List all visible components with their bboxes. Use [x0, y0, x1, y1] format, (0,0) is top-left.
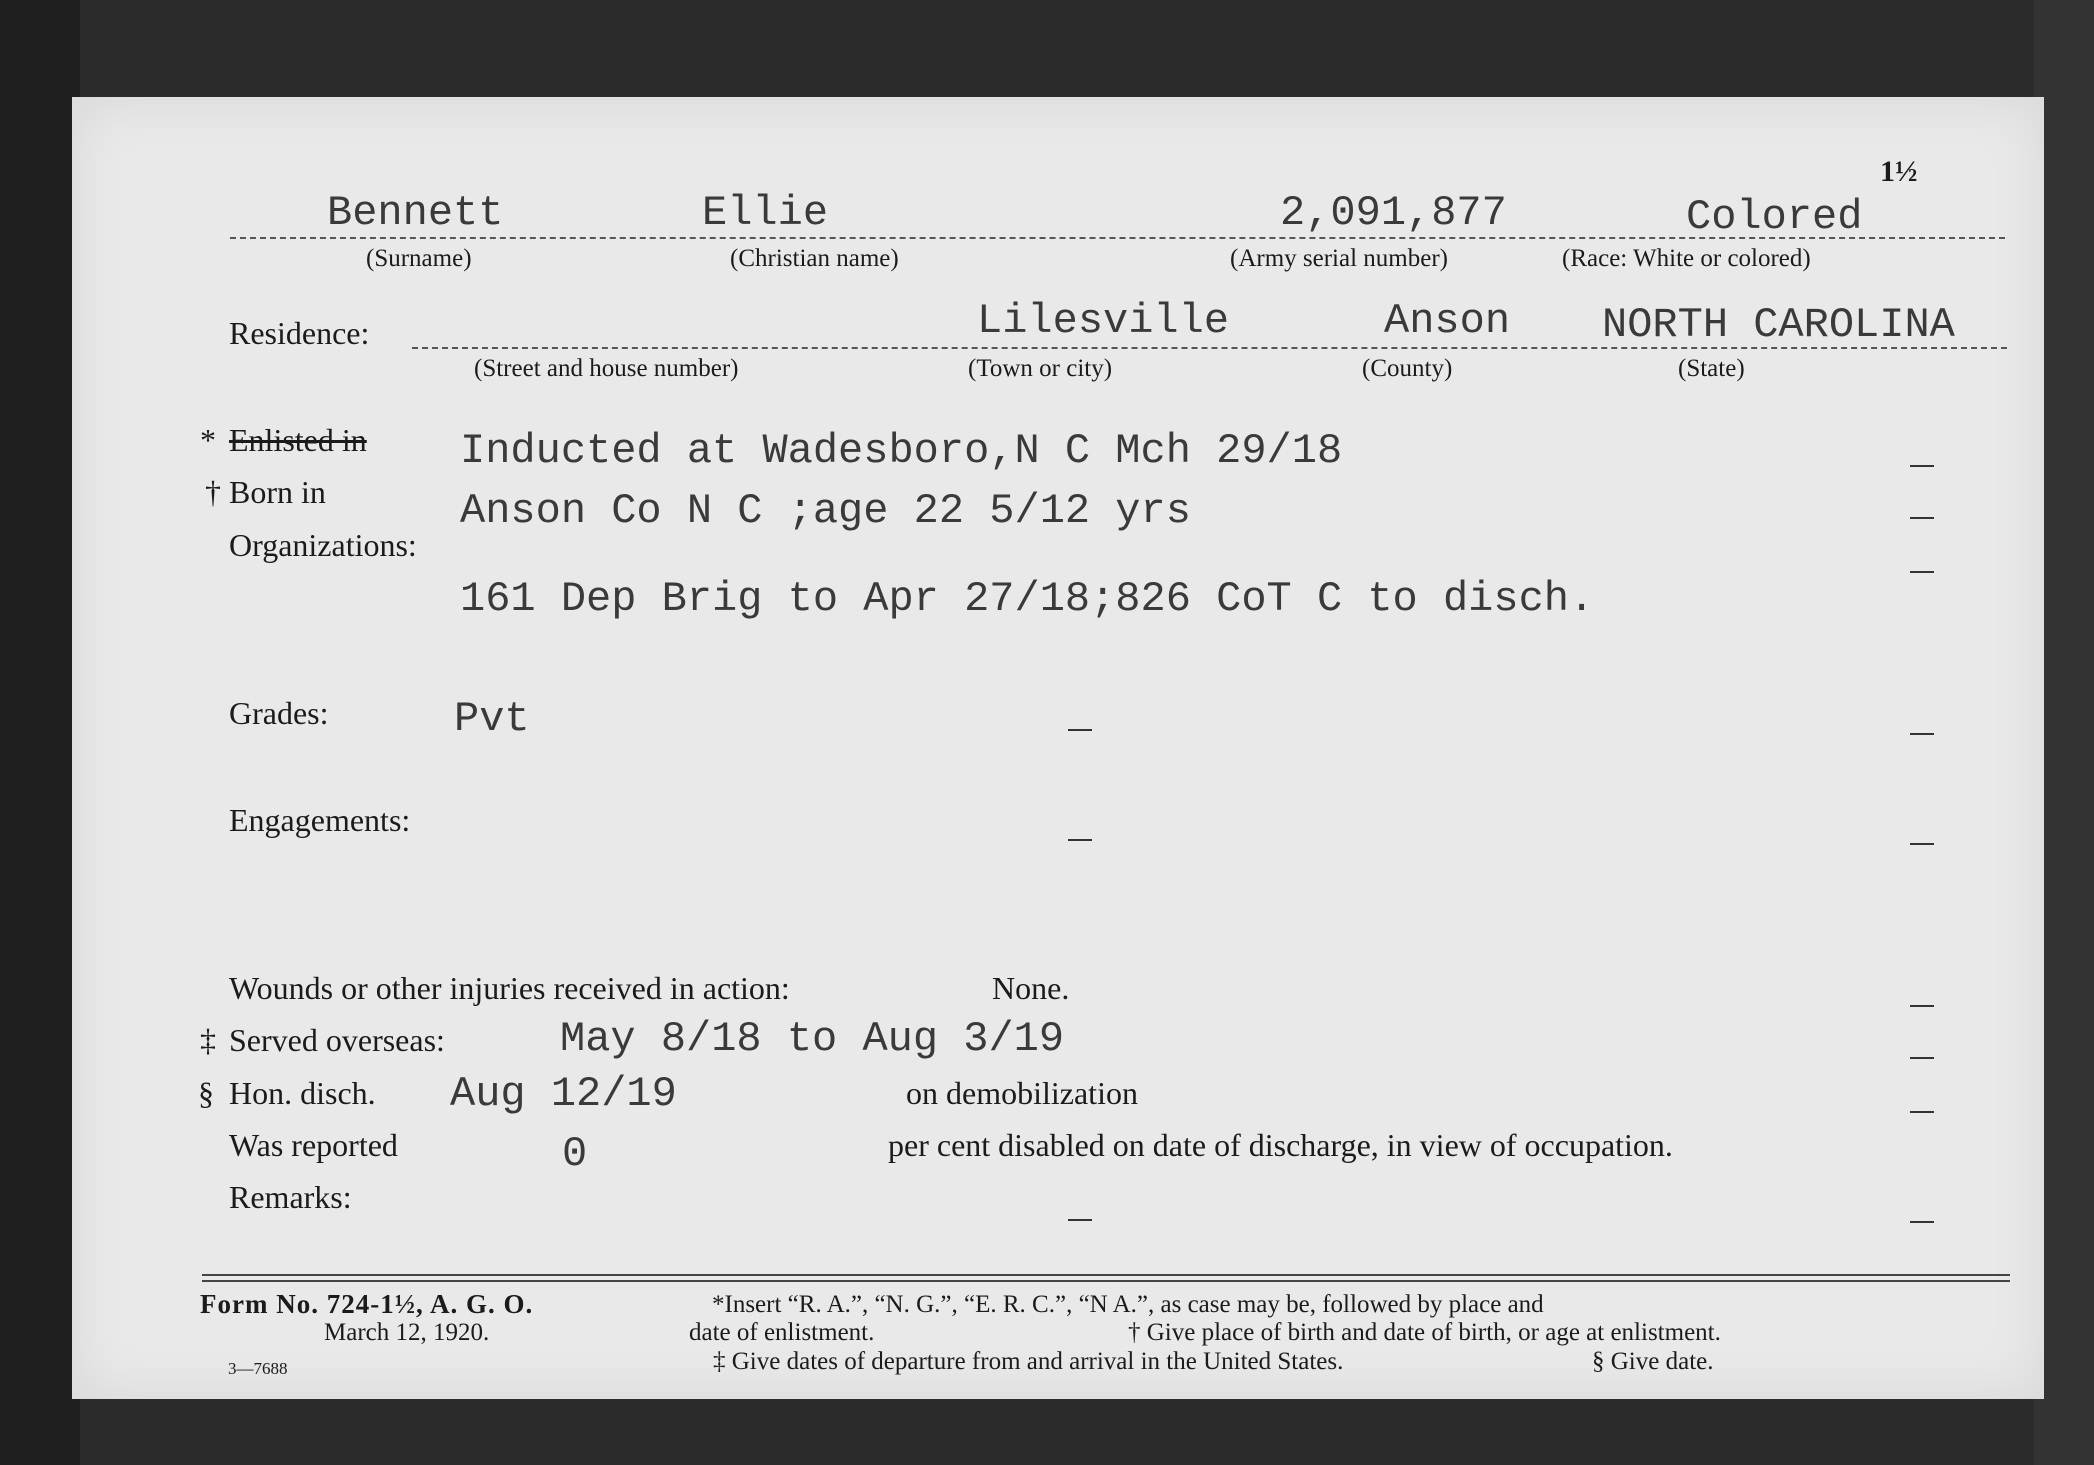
remarks-label: Remarks: — [229, 1179, 352, 1215]
middle-tick — [1068, 839, 1092, 841]
born-value: Anson Co N C ;age 22 5/12 yrs — [460, 487, 1191, 535]
header-underline — [230, 237, 2005, 239]
state-caption: (State) — [1678, 355, 1745, 382]
surname-caption: (Surname) — [366, 245, 472, 272]
christian-name-value: Ellie — [702, 189, 829, 237]
street-caption: (Street and house number) — [474, 355, 739, 382]
margin-tick — [1910, 571, 1934, 573]
service-record-card — [72, 97, 2044, 1399]
footnote-enlistment: *Insert “R. A.”, “N. G.”, “E. R. C.”, “N A.”, as case may be, followed by place and — [712, 1291, 1544, 1318]
town-caption: (Town or city) — [968, 355, 1113, 382]
overseas-label: Served overseas: — [229, 1022, 445, 1058]
residence-town: Lilesville — [977, 297, 1230, 345]
serial-number-value: 2,091,877 — [1280, 189, 1507, 237]
scan-border-left — [0, 0, 80, 1465]
margin-tick — [1910, 517, 1934, 519]
grades-value: Pvt — [454, 695, 530, 743]
grades-label: Grades: — [229, 695, 329, 731]
reported-value: 0 — [562, 1130, 588, 1178]
hon-disch-value: Aug 12/19 — [450, 1070, 677, 1118]
christian-name-caption: (Christian name) — [730, 245, 899, 272]
margin-tick — [1910, 1111, 1934, 1113]
margin-tick — [1910, 1057, 1934, 1059]
footer-rule-top — [202, 1274, 2010, 1276]
residence-state: NORTH CAROLINA — [1602, 301, 1955, 349]
organizations-label: Organizations: — [229, 527, 417, 563]
reported-label: Was reported — [229, 1127, 398, 1163]
margin-tick — [1910, 465, 1934, 467]
middle-tick — [1068, 729, 1092, 731]
margin-tick — [1910, 843, 1934, 845]
enlisted-label: Enlisted in — [229, 422, 367, 458]
margin-tick — [1910, 1005, 1934, 1007]
footnote-discharge: § Give date. — [1592, 1348, 1714, 1375]
margin-tick — [1910, 1221, 1934, 1223]
form-code: 3—7688 — [228, 1359, 288, 1378]
residence-label: Residence: — [229, 315, 370, 351]
race-value: Colored — [1686, 193, 1863, 241]
overseas-mark: ‡ — [200, 1022, 216, 1058]
reported-suffix: per cent disabled on date of discharge, in view of occupation. — [888, 1127, 1673, 1163]
county-caption: (County) — [1362, 355, 1453, 382]
hon-disch-mark: § — [198, 1075, 214, 1111]
engagements-label: Engagements: — [229, 802, 411, 838]
footnote-enlistment-cont: date of enlistment. — [689, 1319, 875, 1346]
organizations-value: 161 Dep Brig to Apr 27/18;826 CoT C to disch. — [460, 575, 1595, 623]
wounds-label: Wounds or other injuries received in action: — [229, 970, 790, 1006]
margin-tick — [1910, 733, 1934, 735]
residence-underline — [412, 347, 2007, 349]
born-label: Born in — [229, 474, 326, 510]
overseas-value: May 8/18 to Aug 3/19 — [560, 1015, 1065, 1063]
residence-county: Anson — [1384, 297, 1511, 345]
hon-disch-suffix: on demobilization — [906, 1075, 1138, 1111]
middle-tick — [1068, 1219, 1092, 1221]
race-caption: (Race: White or colored) — [1562, 245, 1811, 272]
enlisted-mark: * — [200, 422, 216, 458]
wounds-value: None. — [992, 970, 1070, 1006]
footnote-birth: † Give place of birth and date of birth, or age at enlistment. — [1128, 1319, 1721, 1346]
footer-rule-bottom — [202, 1280, 2010, 1282]
footnote-overseas: ‡ Give dates of departure from and arrival in the United States. — [713, 1348, 1344, 1375]
card-number: 1½ — [1880, 155, 1918, 188]
form-number: Form No. 724-1½, A. G. O. — [200, 1289, 534, 1319]
enlisted-value: Inducted at Wadesboro,N C Mch 29/18 — [460, 427, 1343, 475]
born-mark: † — [205, 474, 221, 510]
form-date: March 12, 1920. — [324, 1319, 490, 1346]
hon-disch-label: Hon. disch. — [229, 1075, 376, 1111]
serial-number-caption: (Army serial number) — [1230, 245, 1448, 272]
surname-value: Bennett — [327, 189, 504, 237]
